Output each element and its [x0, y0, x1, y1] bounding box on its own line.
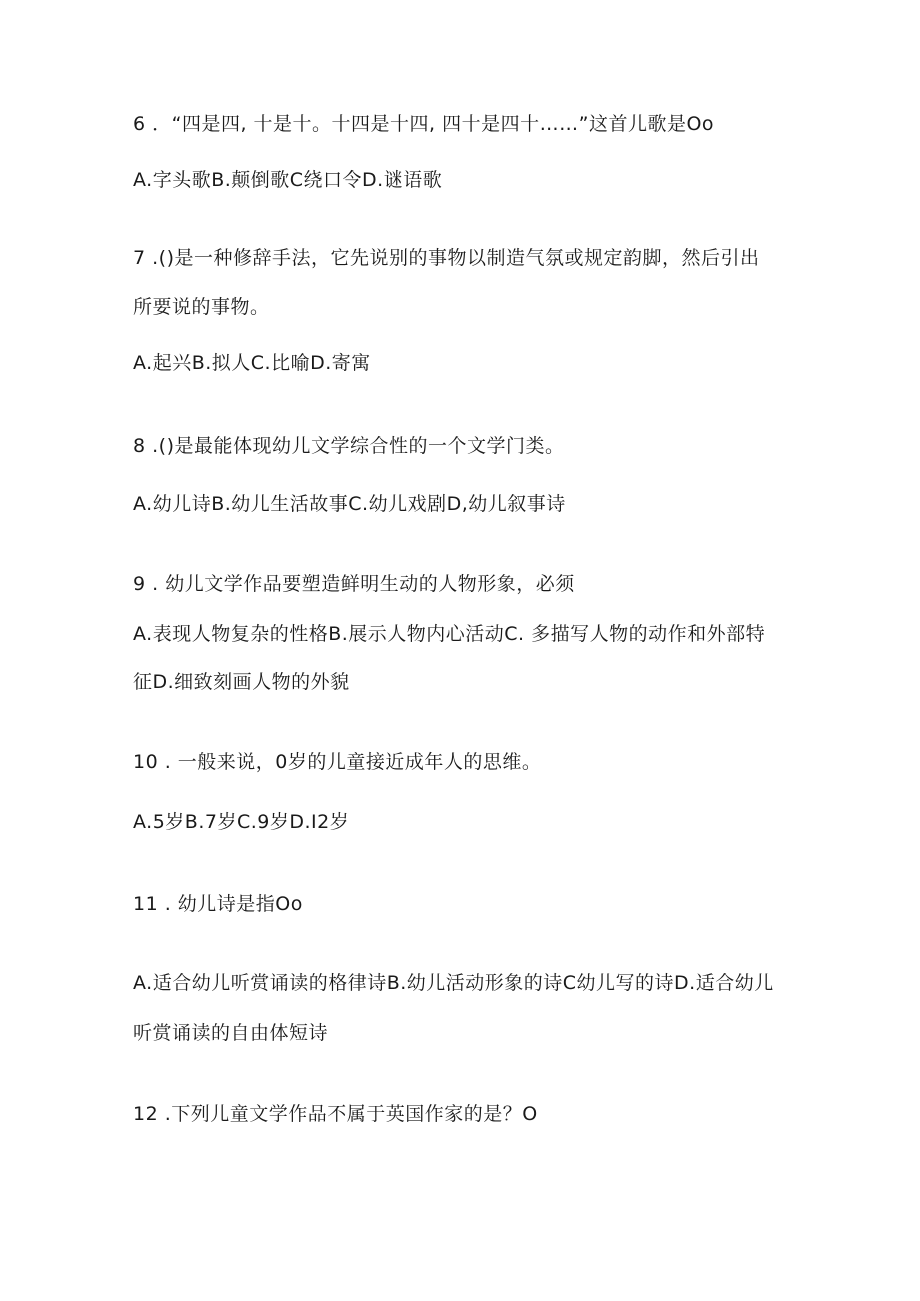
question-11-options-line-2: 听赏诵读的自由体短诗	[133, 1022, 329, 1044]
question-12-stem: 12 .下列儿童文学作品不属于英国作家的是？O	[133, 1103, 538, 1125]
question-8-options: A.幼儿诗B.幼儿生活故事C.幼儿戏剧D,幼儿叙事诗	[133, 493, 566, 515]
question-11-options-line-1: A.适合幼儿听赏诵读的格律诗B.幼儿活动形象的诗C幼儿写的诗D.适合幼儿	[133, 972, 774, 994]
question-9-options-line-1: A.表现人物复杂的性格B.展示人物内心活动C. 多描写人物的动作和外部特	[133, 623, 766, 645]
question-9-stem: 9 . 幼儿文学作品要塑造鲜明生动的人物形象，必须	[133, 573, 575, 595]
question-10-options: A.5岁B.7岁C.9岁D.I2岁	[133, 811, 350, 833]
question-6-options: A.字头歌B.颠倒歌C绕口令D.谜语歌	[133, 169, 443, 191]
question-7-stem-line-1: 7 .()是一种修辞手法，它先说别的事物以制造气氛或规定韵脚，然后引出	[133, 247, 760, 269]
question-10-stem: 10 . 一般来说，0岁的儿童接近成年人的思维。	[133, 751, 542, 773]
question-6-stem: 6 ．“四是四, 十是十。十四是十四, 四十是四十……”这首儿歌是Oo	[133, 113, 715, 135]
question-11-stem: 11 . 幼儿诗是指Oo	[133, 893, 303, 915]
question-9-options-line-2: 征D.细致刻画人物的外貌	[133, 671, 350, 693]
question-7-options: A.起兴B.拟人C.比喻D.寄寓	[133, 352, 371, 374]
question-8-stem: 8 .()是最能体现幼儿文学综合性的一个文学门类。	[133, 435, 565, 457]
question-7-stem-line-2: 所要说的事物。	[133, 296, 270, 318]
